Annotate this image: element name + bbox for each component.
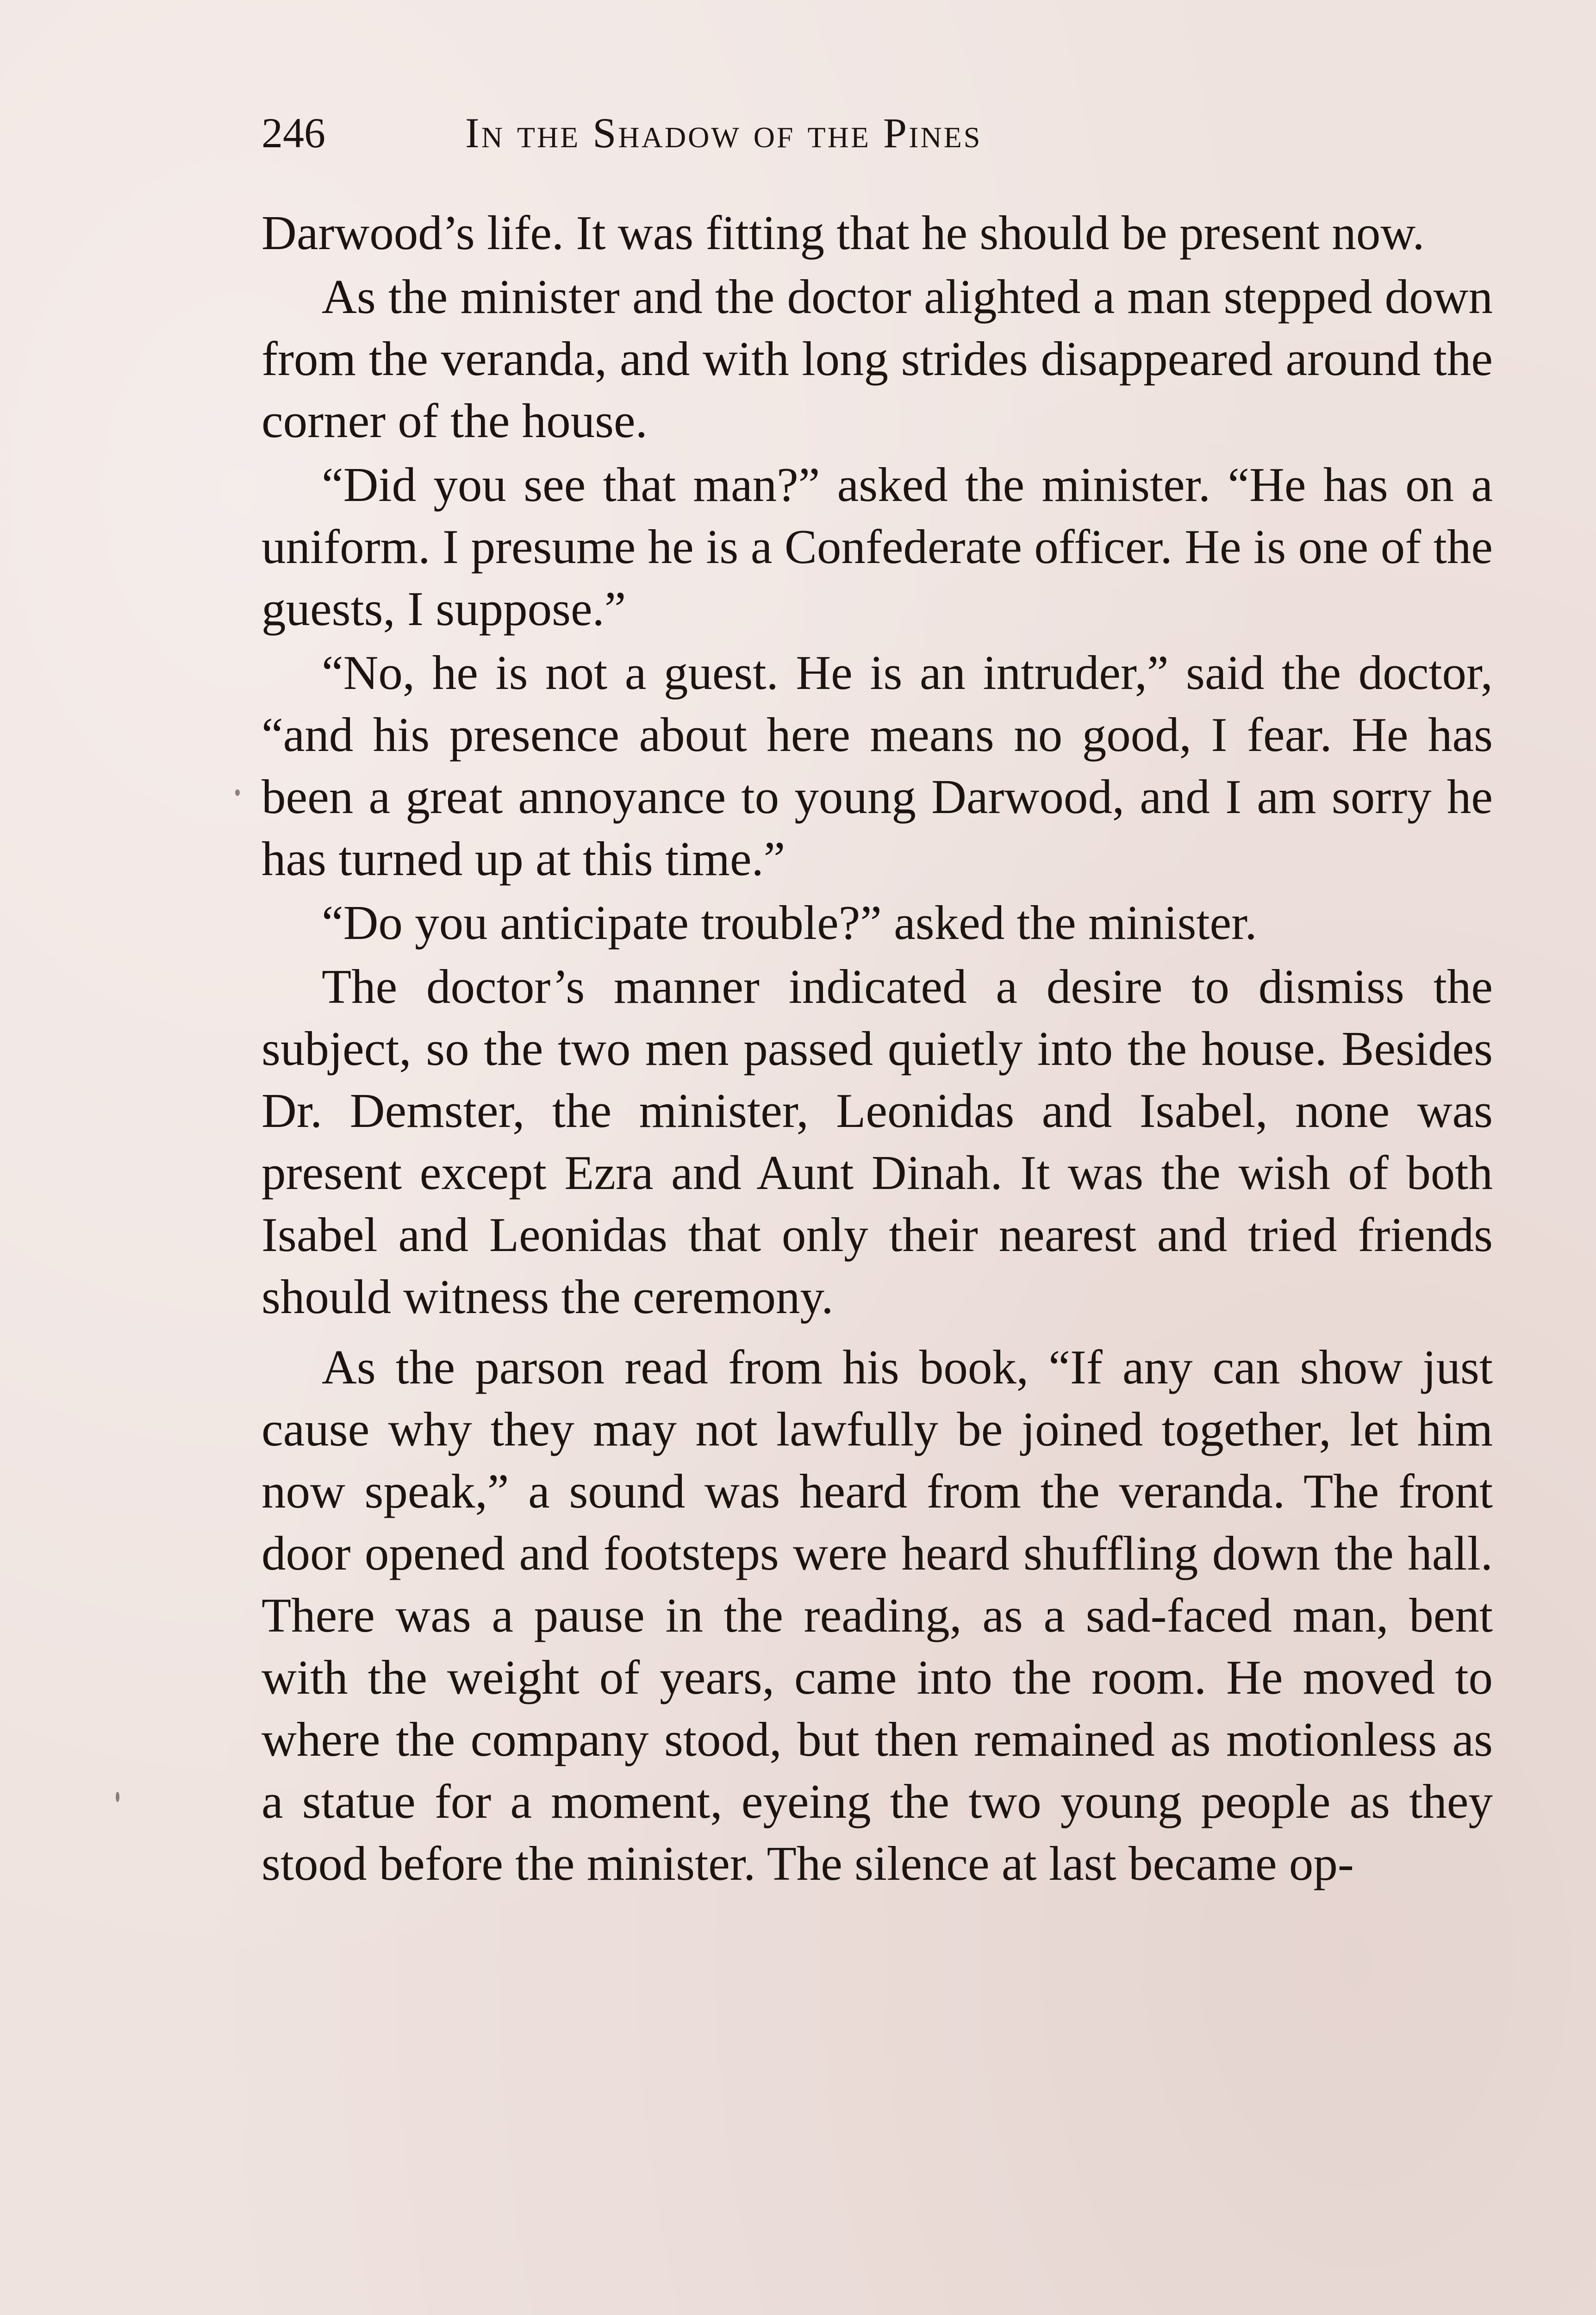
- paragraph: “Did you see that man?” asked the minister. “He has on a uniform. I presume he is a Confederate officer. He is one of the guests, I suppose.”: [262, 457, 1493, 636]
- paragraph: As the parson read from his book, “If any can show just cause why they may not lawfully be joined together, let him now speak,” a sound was heard from the veranda. The front door opened and footsteps were heard shuffling down the hall. There was a pause in the reading, as a sad-faced man, bent with the weight of years, came into the room. He moved to where the company stood, but then remained as motionless as a statue for a moment, eyeing the two young people as they stood before the minister. The silence at last became op-: [262, 1340, 1493, 1890]
- paper-speck: [116, 1792, 119, 1802]
- paragraph: Darwood’s life. It was fitting that he should be present now.: [262, 206, 1425, 260]
- paragraph: “Do you anticipate trouble?” asked the minister.: [322, 895, 1257, 950]
- paragraph: “No, he is not a guest. He is an intruder,” said the doctor, “and his presence about here means no good, I fear. He has been a great annoyance to young Darwood, and I am sorry he has turned up at this time.”: [262, 645, 1493, 886]
- paragraph: The doctor’s manner indicated a desire to dismiss the subject, so the two men passed quietly into the house. Besides Dr. Demster, the minister, Leonidas and Isabel, none was present except Ezra and Aunt Dinah. It was the wish of both Isabel and Leonidas that only their nearest and tried friends should witness the ceremony.: [262, 959, 1493, 1324]
- paper-speck: [235, 789, 240, 796]
- page-number: 246: [262, 109, 325, 156]
- book-title: In the Shadow of the Pines: [465, 109, 982, 156]
- body-text: [262, 202, 1493, 1896]
- paragraph: As the minister and the doctor alighted a man stepped down from the veranda, and with long strides disappeared around the corner of the house.: [262, 269, 1493, 448]
- running-head: [262, 103, 1493, 163]
